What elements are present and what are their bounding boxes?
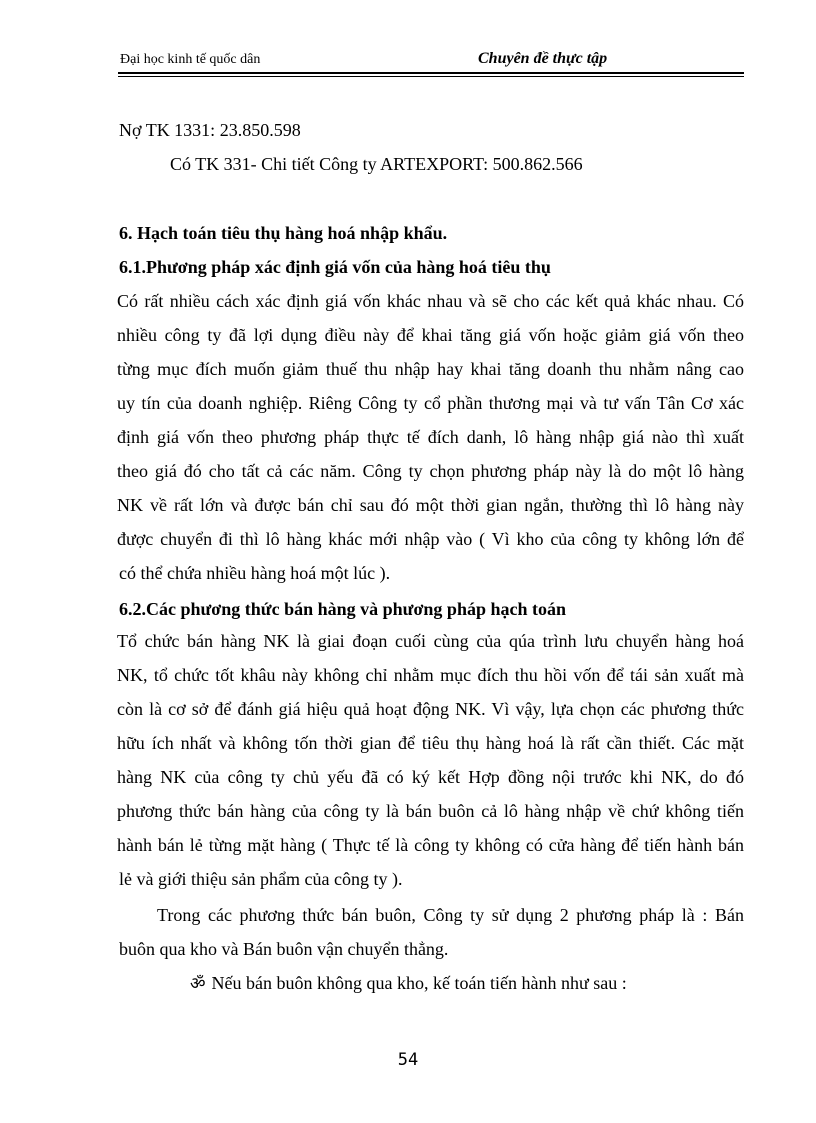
bullet-item: [190, 971, 627, 996]
paragraph-line: nhiều công ty đã lợi dụng điều này để khai tăng giá vốn hoặc giảm giá vốn theo: [117, 325, 744, 345]
paragraph-line: phương thức bán hàng của công ty là bán buôn cả lô hàng nhập về chứ không tiến: [117, 801, 744, 821]
header-title: Chuyên đề thực tập: [478, 50, 608, 67]
section-6-heading: 6. Hạch toán tiêu thụ hàng hoá nhập khẩu.: [119, 223, 448, 243]
paragraph-last-line: lẻ và giới thiệu sản phẩm của công ty ).: [119, 869, 403, 889]
paragraph-line: được chuyển đi thì lô hàng khác mới nhập vào ( Vì kho của công ty không lớn để: [117, 529, 744, 549]
header-rule-thin: [118, 76, 744, 77]
section-6-1-heading: 6.1.Phương pháp xác định giá vốn của hàng hoá tiêu thụ: [119, 257, 551, 277]
credit-entry: Có TK 331- Chi tiết Công ty ARTEXPORT: 500.862.566: [170, 154, 583, 174]
paragraph-line: uy tín của doanh nghiệp. Riêng Công ty cổ phần thương mại và tư vấn Tân Cơ xác: [117, 393, 744, 413]
bullet-text: Nếu bán buôn không qua kho, kế toán tiến hành như sau :: [211, 973, 627, 993]
paragraph-line: hữu ích nhất và không tốn thời gian để tiêu thụ hàng hoá là rất cần thiết. Các mặt: [117, 733, 744, 753]
paragraph-line: Có rất nhiều cách xác định giá vốn khác nhau và sẽ cho các kết quả khác nhau. Có: [117, 291, 744, 311]
debit-entry: Nợ TK 1331: 23.850.598: [119, 120, 301, 140]
page-number: 54: [397, 1050, 419, 1070]
paragraph-line: hàng NK của công ty chủ yếu đã có ký kết Hợp đồng nội trước khi NK, do đó: [117, 767, 744, 787]
om-bullet-icon: ॐ: [190, 974, 206, 993]
paragraph-line: Trong các phương thức bán buôn, Công ty sử dụng 2 phương pháp là : Bán: [157, 905, 744, 925]
paragraph-line: từng mục đích muốn giảm thuế thu nhập hay khai tăng doanh thu nhằm nâng cao: [117, 359, 744, 379]
paragraph-last-line: buôn qua kho và Bán buôn vận chuyển thẳng.: [119, 939, 449, 959]
section-6-2-heading: 6.2.Các phương thức bán hàng và phương pháp hạch toán: [119, 599, 566, 619]
paragraph-line: hành bán lẻ từng mặt hàng ( Thực tế là công ty không có cửa hàng để tiến hành bán: [117, 835, 744, 855]
paragraph-line: NK về rất lớn và được bán chỉ sau đó một thời gian ngắn, thường thì lô hàng này: [117, 495, 744, 515]
header-rule: [118, 72, 744, 74]
header-university: Đại học kinh tế quốc dân: [120, 52, 261, 67]
paragraph-line: định giá vốn theo phương pháp thực tế đích danh, lô hàng nhập giá nào thì xuất: [117, 427, 744, 447]
paragraph-line: theo giá đó cho tất cả các năm. Công ty chọn phương pháp này là do một lô hàng: [117, 461, 744, 481]
paragraph-line: còn là cơ sở để đánh giá hiệu quả hoạt động NK. Vì vậy, lựa chọn các phương thức: [117, 699, 744, 719]
paragraph-line: Tổ chức bán hàng NK là giai đoạn cuối cùng của qúa trình lưu chuyển hàng hoá: [117, 631, 744, 651]
paragraph-line: NK, tổ chức tốt khâu này không chỉ nhằm mục đích thu hồi vốn để tái sản xuất mà: [117, 665, 744, 685]
paragraph-last-line: có thể chứa nhiều hàng hoá một lúc ).: [119, 563, 391, 583]
